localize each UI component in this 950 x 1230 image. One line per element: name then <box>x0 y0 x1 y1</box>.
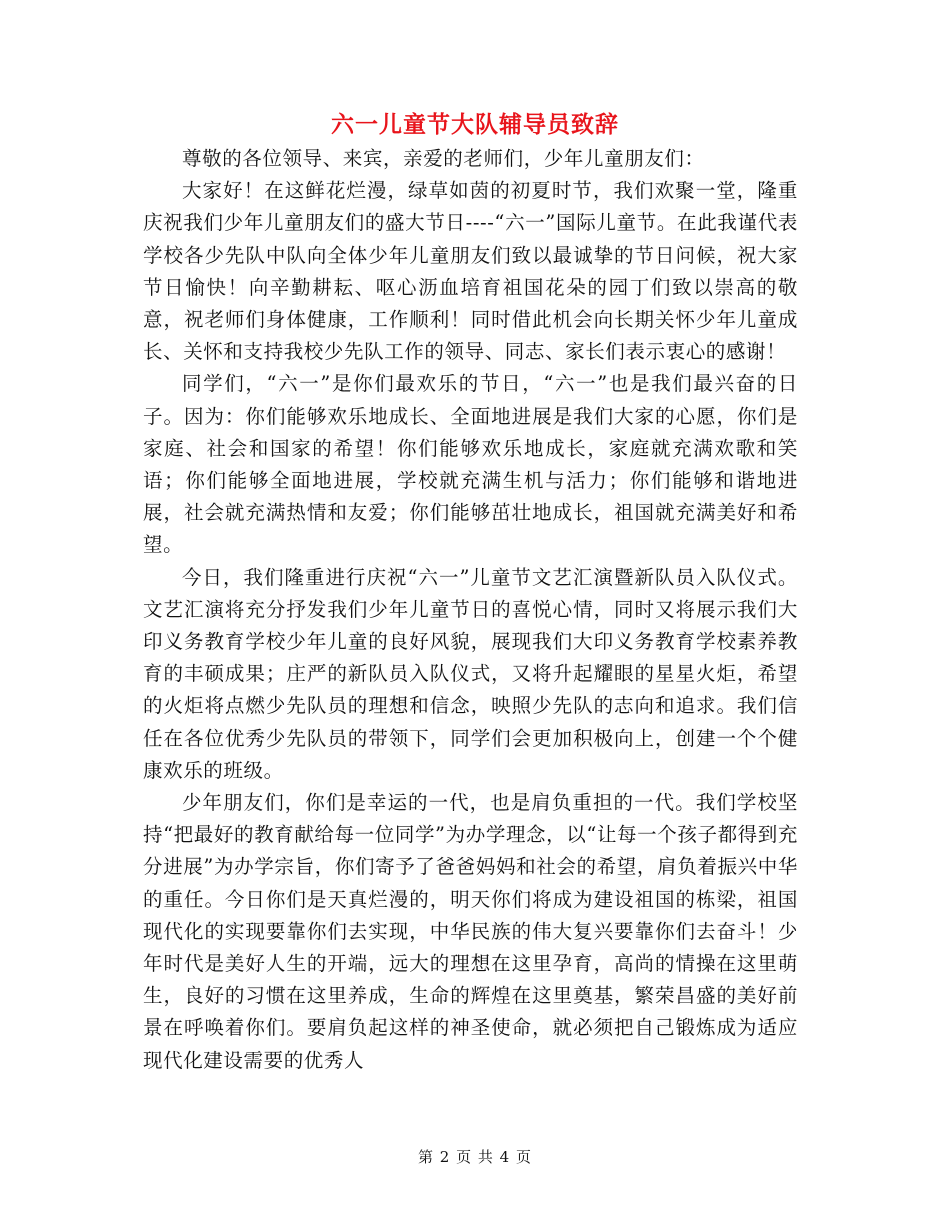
body-paragraph: 少年朋友们，你们是幸运的一代，也是肩负重担的一代。我们学校坚持“把最好的教育献给每一位同学”为办学理念，以“让每一个孩子都得到充分进展”为办学宗旨，你们寄予了爸爸妈妈和社会的希望，肩负着振兴中华的重任。今日你们是天真烂漫的，明天你们将成为建设祖国的栋梁，祖国现代化的实现要靠你们去实现，中华民族的伟大复兴要靠你们去奋斗！少年时代是美好人生的开端，远大的理想在这里孕育，高尚的情操在这里萌生，良好的习惯在这里养成，生命的辉煌在这里奠基，繁荣昌盛的美好前景在呼唤着你们。要肩负起这样的神圣使命，就必须把自己锻炼成为适应现代化建设需要的优秀人 <box>143 791 798 1072</box>
body-paragraph: 今日，我们隆重进行庆祝“六一”儿童节文艺汇演暨新队员入队仪式。文艺汇演将充分抒发我们少年儿童节日的喜悦心情，同时又将展示我们大印义务教育学校少年儿童的良好风貌，展现我们大印义务教育学校素养教育的丰硕成果；庄严的新队员入队仪式，又将升起耀眼的星星火炬，希望的火炬将点燃少先队员的理想和信念，映照少先队的志向和追求。我们信任在各位优秀少先队员的带领下，同学们会更加积极向上，创建一个个健康欢乐的班级。 <box>143 565 798 782</box>
body-paragraph: 大家好！在这鲜花烂漫，绿草如茵的初夏时节，我们欢聚一堂，隆重庆祝我们少年儿童朋友们的盛大节日----“六一”国际儿童节。在此我谨代表学校各少先队中队向全体少年儿童朋友们致以最诚挚的节日问候，祝大家节日愉快！向辛勤耕耘、呕心沥血培育祖国花朵的园丁们致以崇高的敬意，祝老师们身体健康，工作顺利！同时借此机会向长期关怀少年儿童成长、关怀和支持我校少先队工作的领导、同志、家长们表示衷心的感谢！ <box>143 179 798 364</box>
document-title: 六一儿童节大队辅导员致辞 <box>331 111 619 138</box>
document-body <box>143 143 798 1077</box>
page-number-footer: 第 2 页 共 4 页 <box>418 1148 532 1166</box>
body-paragraph: 同学们，“六一”是你们最欢乐的节日，“六一”也是我们最兴奋的日子。因为：你们能够欢乐地成长、全面地进展是我们大家的心愿，你们是家庭、社会和国家的希望！你们能够欢乐地成长，家庭就充满欢歌和笑语；你们能够全面地进展，学校就充满生机与活力；你们能够和谐地进展，社会就充满热情和友爱；你们能够茁壮地成长，祖国就充满美好和希望。 <box>143 372 798 557</box>
salutation-paragraph: 尊敬的各位领导、来宾，亲爱的老师们，少年儿童朋友们： <box>182 147 705 170</box>
